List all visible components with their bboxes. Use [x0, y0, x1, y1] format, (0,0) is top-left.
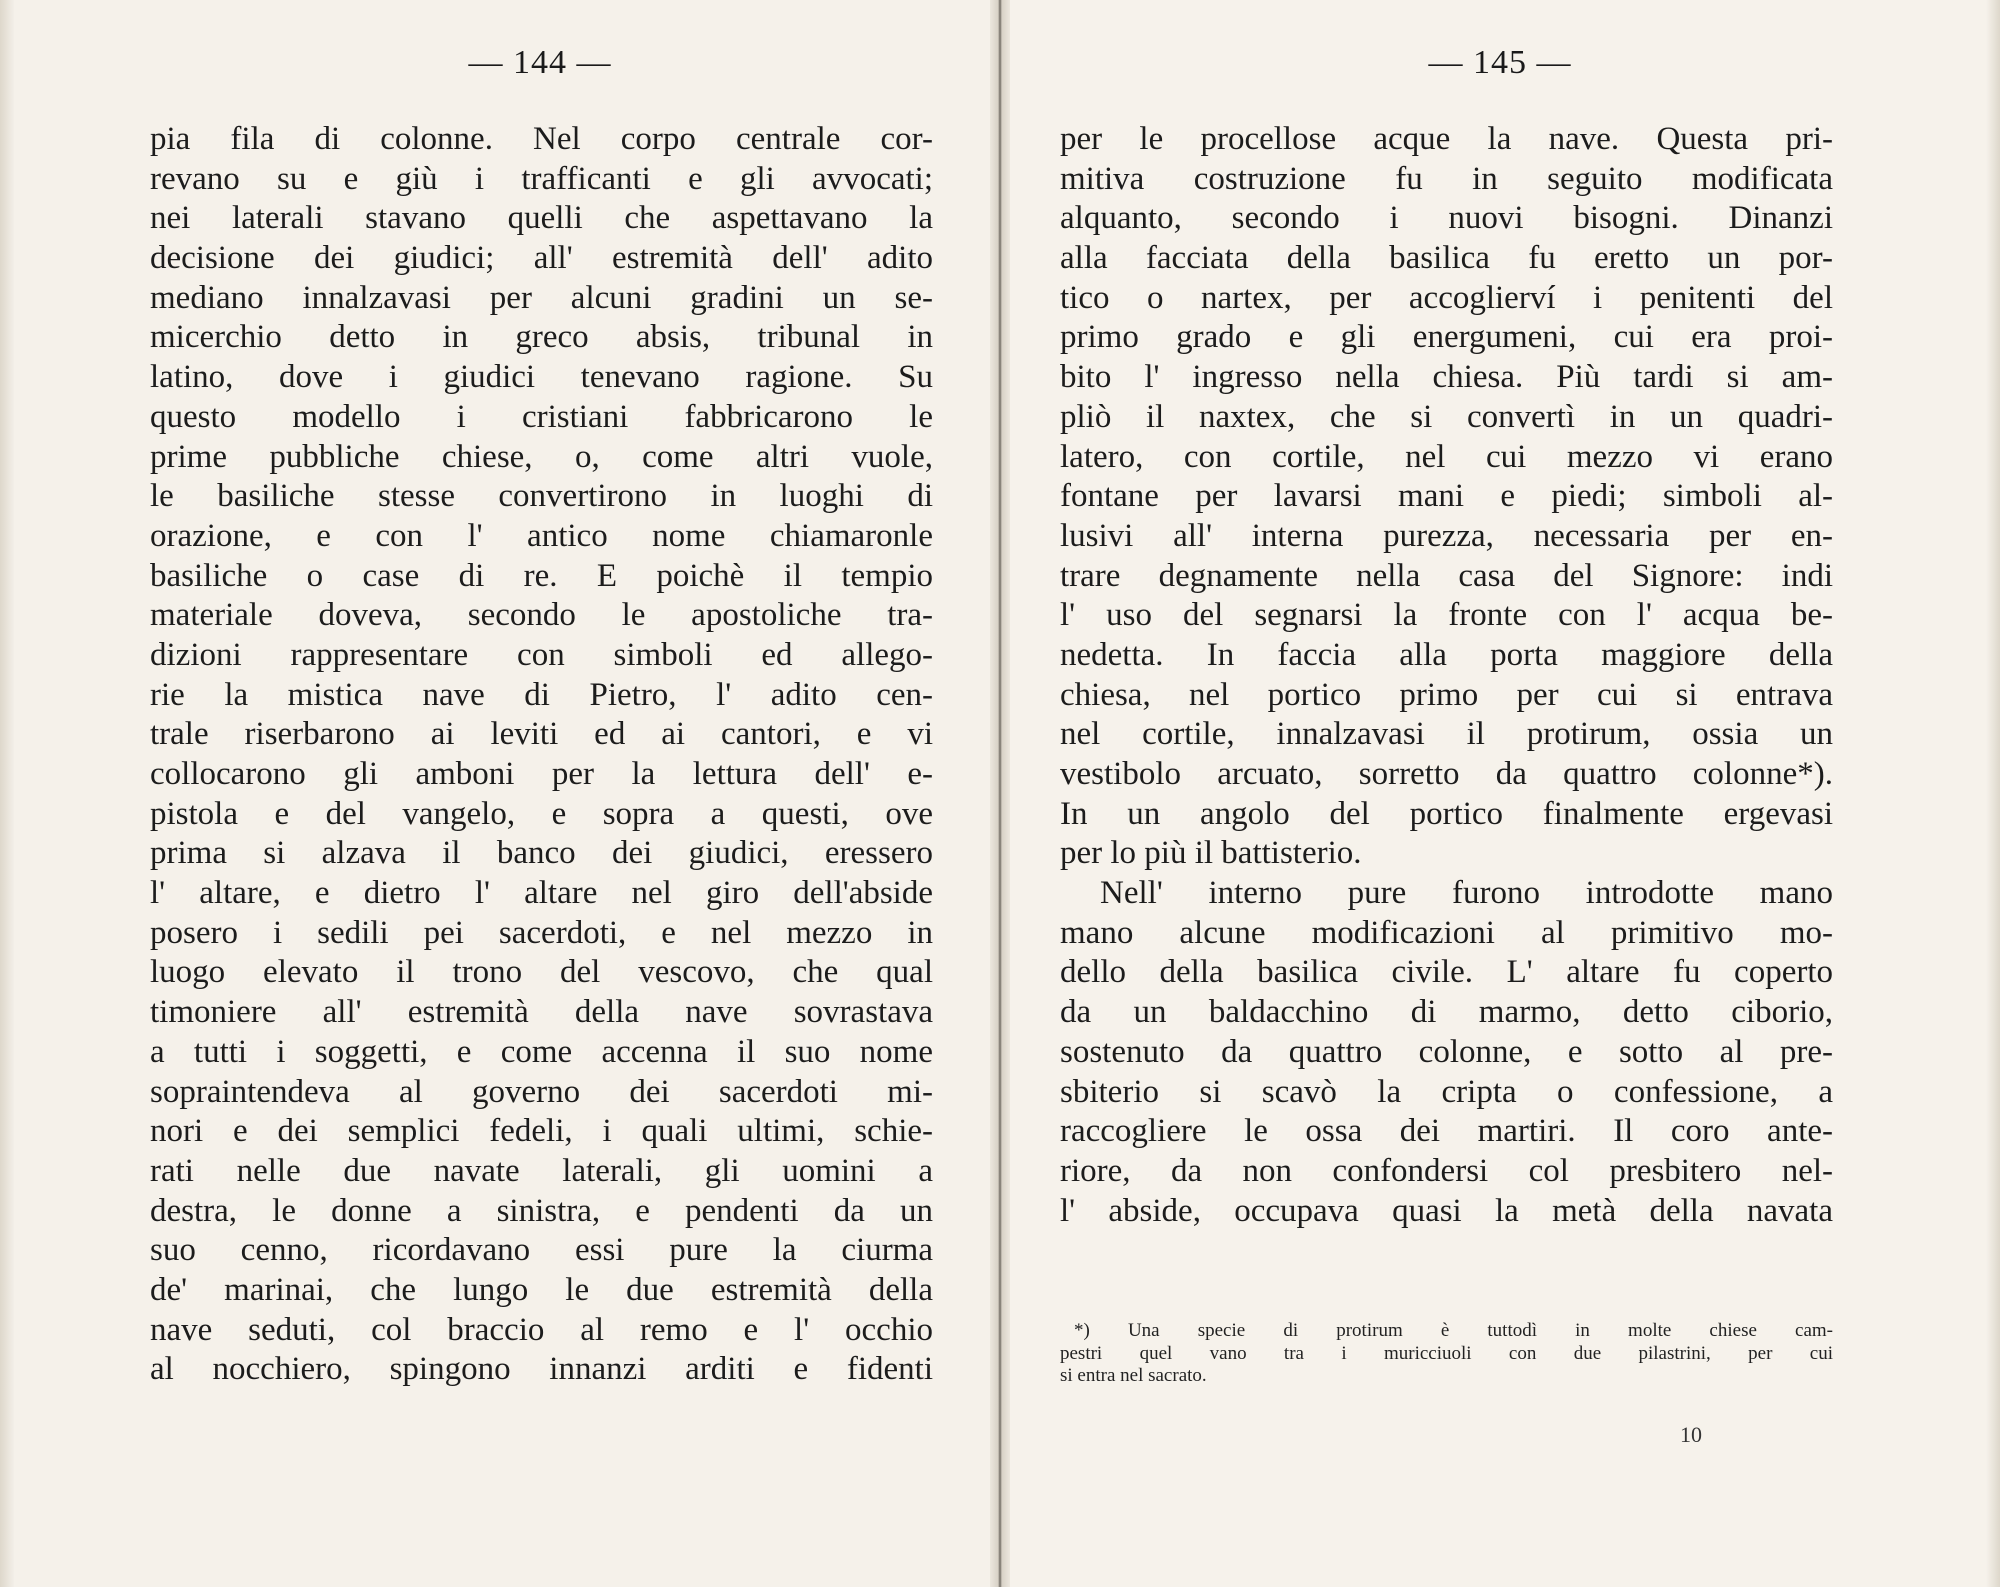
text-line: rie la mistica nave di Pietro, l' adito cen- — [150, 676, 933, 713]
text-line: pistola e del vangelo, e sopra a questi, ove — [150, 795, 933, 832]
text-line: l' altare, e dietro l' altare nel giro dell'abside — [150, 875, 933, 912]
text-line: al nocchiero, spingono innanzi arditi e fidenti — [150, 1351, 933, 1388]
text-line: nel cortile, innalzavasi il protirum, ossia un — [1060, 716, 1833, 753]
text-line: mediano innalzavasi per alcuni gradini un se- — [150, 279, 933, 316]
text-line: mano alcune modificazioni al primitivo mo- — [1060, 914, 1833, 951]
text-line: rati nelle due navate laterali, gli uomini a — [150, 1152, 933, 1189]
text-line: dizioni rappresentare con simboli ed allego- — [150, 636, 933, 673]
text-line: In un angolo del portico finalmente ergevasi — [1060, 795, 1833, 832]
text-line: tico o nartex, per accoglierví i penitenti del — [1060, 279, 1833, 316]
text-line: da un baldacchino di marmo, detto ciborio, — [1060, 994, 1833, 1031]
text-line: raccogliere le ossa dei martiri. Il coro ante- — [1060, 1113, 1833, 1150]
footnote-line: si entra nel sacrato. — [1060, 1365, 1207, 1386]
text-line: orazione, e con l' antico nome chiamaronle — [150, 517, 933, 554]
right-page-body — [1060, 120, 1833, 1231]
text-line: alquanto, secondo i nuovi bisogni. Dinanzi — [1060, 200, 1833, 237]
text-line: riore, da non confondersi col presbitero nel- — [1060, 1152, 1833, 1189]
text-line: l' uso del segnarsi la fronte con l' acqua be- — [1060, 597, 1833, 634]
text-line: decisione dei giudici; all' estremità dell' adito — [150, 240, 933, 277]
text-line: per lo più il battisterio. — [1060, 835, 1362, 872]
text-line: primo grado e gli energumeni, cui era proi- — [1060, 319, 1833, 356]
text-line: latero, con cortile, nel cui mezzo vi erano — [1060, 438, 1833, 475]
text-line: Nell' interno pure furono introdotte mano — [1100, 875, 1833, 912]
left-page-number: — 144 — — [468, 44, 612, 81]
text-line: nori e dei semplici fedeli, i quali ultimi, schie- — [150, 1113, 933, 1150]
text-line: questo modello i cristiani fabbricarono le — [150, 398, 933, 435]
text-line: dello della basilica civile. L' altare fu coperto — [1060, 954, 1833, 991]
text-line: per le procellose acque la nave. Questa pri- — [1060, 121, 1833, 157]
text-line: micerchio detto in greco absis, tribunal in — [150, 319, 933, 356]
right-page — [1000, 0, 2000, 1587]
book-spine — [990, 0, 1010, 1587]
signature-mark: 10 — [1680, 1422, 1702, 1447]
text-line: sopraintendeva al governo dei sacerdoti mi- — [150, 1073, 933, 1110]
text-line: basiliche o case di re. E poichè il tempio — [150, 557, 933, 594]
text-line: revano su e giù i trafficanti e gli avvocati; — [150, 160, 933, 197]
text-line: chiesa, nel portico primo per cui si entrava — [1060, 676, 1833, 713]
footnote-line: pestri quel vano tra i muricciuoli con due pilastrini, per cui — [1060, 1342, 1833, 1364]
text-line: suo cenno, ricordavano essi pure la ciurma — [150, 1232, 933, 1269]
left-page-edge — [0, 0, 14, 1587]
text-line: timoniere all' estremità della nave sovrastava — [150, 994, 933, 1031]
text-line: a tutti i soggetti, e come accenna il suo nome — [150, 1033, 933, 1070]
footnote-line: *) Una specie di protirum è tuttodì in molte chiese cam- — [1074, 1320, 1833, 1341]
text-line: luogo elevato il trono del vescovo, che qual — [150, 954, 933, 991]
text-line: materiale doveva, secondo le apostoliche tra- — [150, 597, 933, 634]
text-line: nedetta. In faccia alla porta maggiore della — [1060, 636, 1833, 673]
text-line: vestibolo arcuato, sorretto da quattro colonne*). — [1060, 756, 1833, 792]
text-line: trale riserbarono ai leviti ed ai cantori, e vi — [150, 716, 933, 753]
text-line: fontane per lavarsi mani e piedi; simboli al- — [1060, 478, 1833, 515]
text-line: de' marinai, che lungo le due estremità della — [150, 1271, 933, 1308]
text-line: nave seduti, col braccio al remo e l' occhio — [150, 1311, 933, 1348]
text-line: l' abside, occupava quasi la metà della navata — [1060, 1192, 1833, 1229]
text-line: destra, le donne a sinistra, e pendenti da un — [150, 1192, 933, 1229]
text-line: posero i sedili pei sacerdoti, e nel mezzo in — [150, 914, 933, 951]
text-line: pia fila di colonne. Nel corpo centrale cor- — [150, 121, 933, 157]
right-page-edge — [1986, 0, 2000, 1587]
text-line: nei laterali stavano quelli che aspettavano la — [150, 200, 933, 237]
text-line: collocarono gli amboni per la lettura dell' e- — [150, 756, 933, 792]
text-line: bito l' ingresso nella chiesa. Più tardi si am- — [1060, 359, 1833, 396]
text-line: prima si alzava il banco dei giudici, eressero — [150, 835, 933, 872]
text-line: latino, dove i giudici tenevano ragione. Su — [150, 359, 933, 396]
text-line: mitiva costruzione fu in seguito modificata — [1060, 160, 1833, 197]
text-line: trare degnamente nella casa del Signore: indi — [1060, 557, 1833, 594]
text-line: le basiliche stesse convertirono in luoghi di — [150, 478, 933, 515]
left-page-body — [150, 120, 933, 1390]
text-line: pliò il naxtex, che si convertì in un quadri- — [1060, 398, 1833, 435]
text-line: prime pubbliche chiese, o, come altri vuole, — [150, 438, 933, 475]
text-line: sostenuto da quattro colonne, e sotto al pre- — [1060, 1033, 1833, 1070]
footnote — [1060, 1320, 1833, 1388]
right-page-number: — 145 — — [1428, 44, 1572, 81]
text-line: lusivi all' interna purezza, necessaria per en- — [1060, 517, 1833, 554]
text-line: sbiterio si scavò la cripta o confessione, a — [1060, 1073, 1833, 1110]
text-line: alla facciata della basilica fu eretto un por- — [1060, 240, 1833, 277]
